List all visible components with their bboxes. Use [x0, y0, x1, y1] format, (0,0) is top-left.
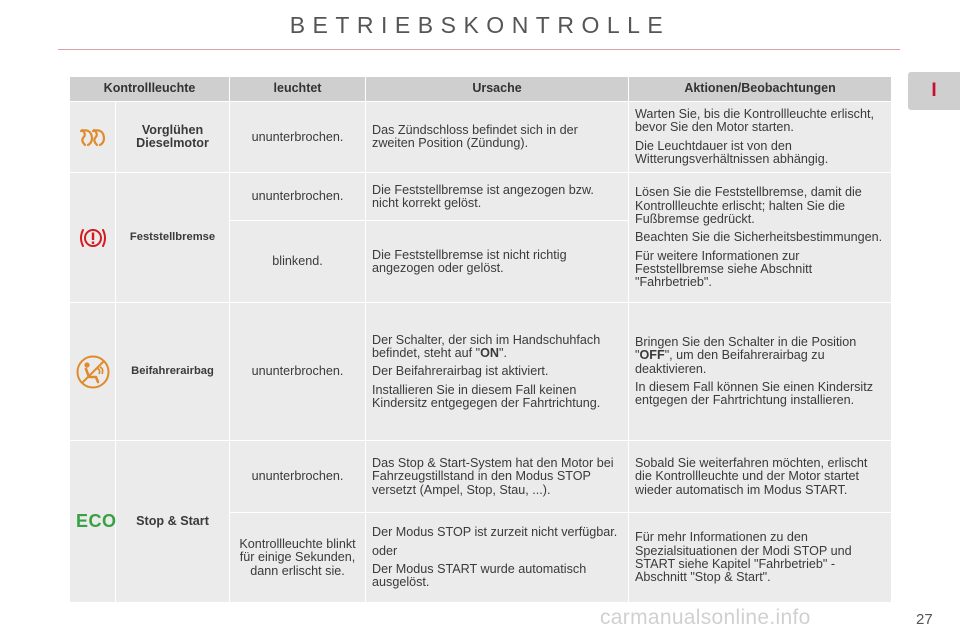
switch-position-off: OFF [639, 348, 665, 363]
lamp-name: Beifahrerairbag [116, 303, 230, 441]
cause-text: Der Beifahrerairbag ist aktiviert. [372, 364, 549, 379]
icon-cell [70, 102, 116, 173]
switch-position-on: ON [480, 345, 499, 360]
action-cell [629, 102, 892, 173]
cause-text: oder [372, 543, 398, 558]
page-title: BETRIEBSKONTROLLE [289, 12, 671, 38]
action-cell [629, 513, 892, 603]
lit-state: ununterbrochen. [230, 102, 366, 173]
cause-cell [366, 513, 629, 603]
page-number: 27 [916, 611, 933, 628]
action-text: In diesem Fall können Sie einen Kindersitz entgegen der Fahrtrichtung installieren. [635, 380, 874, 408]
cause-cell [366, 173, 629, 221]
column-header: Kontrollleuchte [70, 77, 230, 102]
cause-text: Die Feststellbremse ist angezogen bzw. nicht korrekt gelöst. [372, 182, 594, 210]
cause-cell [366, 441, 629, 513]
lamp-name: Vorglühen Dieselmotor [116, 102, 230, 173]
lit-state: ununterbrochen. [230, 441, 366, 513]
icon-cell [70, 303, 116, 441]
action-text-part: Bringen Sie den Schalter in die Position " [635, 335, 857, 363]
column-header: Aktionen/Beobachtungen [629, 77, 892, 102]
action-cell [629, 303, 892, 441]
cause-text: Der Modus START wurde automatisch ausgelöst. [372, 561, 587, 590]
column-header: leuchtet [230, 77, 366, 102]
cause-text-part: Der Schalter, der sich im Handschuhfach befindet, steht auf " [372, 332, 601, 360]
lamp-name: Stop & Start [116, 441, 230, 603]
cause-cell [366, 102, 629, 173]
lit-state: Kontrollleuchte blinkt für einige Sekunden, dann erlischt sie. [230, 513, 366, 603]
lit-state: blinkend. [230, 221, 366, 303]
lamp-name: Feststellbremse [116, 173, 230, 303]
watermark: carmanualsonline.info [600, 606, 811, 629]
table-row [70, 303, 892, 441]
chapter-tab[interactable]: I [908, 72, 960, 110]
action-text: Lösen Sie die Feststellbremse, damit die Kontrollleuchte erlischt; halten Sie die Fußbremse gedrückt. [635, 185, 862, 226]
icon-cell [70, 173, 116, 303]
action-text: Sobald Sie weiterfahren möchten, erlischt die Kontrollleuchte und der Motor startet wieder automatisch im Modus START. [635, 455, 868, 497]
action-cell [629, 173, 892, 303]
cause-cell [366, 221, 629, 303]
action-text [635, 336, 885, 376]
action-text: Die Leuchtdauer ist von den Witterungsverhältnissen abhängig. [635, 138, 829, 167]
icon-cell [70, 441, 116, 603]
eco-icon: ECO [76, 511, 117, 532]
table-row [70, 441, 892, 513]
table-header-row [70, 77, 892, 102]
column-header: Ursache [366, 77, 629, 102]
parking-brake-icon [78, 225, 108, 251]
cause-text: Das Stop & Start-System hat den Motor bei Fahrzeugstillstand in den Modus STOP versetzt (Ampel, Stop, Stau, ...). [372, 455, 614, 497]
passenger-airbag-off-icon [76, 355, 110, 389]
warning-lamp-table [69, 76, 892, 603]
cause-text: Der Modus STOP ist zurzeit nicht verfügbar. [372, 525, 618, 540]
table-row [70, 173, 892, 221]
action-text: Beachten Sie die Sicherheitsbestimmungen. [635, 230, 883, 245]
lit-state: ununterbrochen. [230, 303, 366, 441]
action-text-part: ", um den Beifahrerairbag zu deaktivieren. [635, 348, 825, 376]
action-text: Warten Sie, bis die Kontrollleuchte erlischt, bevor Sie den Motor starten. [635, 107, 874, 135]
cause-text: Installieren Sie in diesem Fall keinen Kindersitz entgegegen der Fahrtrichtung. [372, 382, 601, 410]
cause-text-part: ". [499, 345, 507, 360]
glow-plug-icon [79, 126, 107, 148]
table-row [70, 102, 892, 173]
cause-cell [366, 303, 629, 441]
cause-text: Das Zündschloss befindet sich in der zweiten Position (Zündung). [372, 122, 578, 151]
action-text: Für mehr Informationen zu den Spezialsituationen der Modi STOP und START siehe Kapitel "Fahrbetrieb" - Abschnitt "Stop & Start". [635, 530, 852, 585]
title-divider [58, 49, 900, 50]
lit-state: ununterbrochen. [230, 173, 366, 221]
action-text: Für weitere Informationen zur Feststellbremse siehe Abschnitt "Fahrbetrieb". [635, 248, 813, 290]
cause-text [372, 334, 622, 361]
action-cell [629, 441, 892, 513]
cause-text: Die Feststellbremse ist nicht richtig angezogen oder gelöst. [372, 247, 567, 275]
